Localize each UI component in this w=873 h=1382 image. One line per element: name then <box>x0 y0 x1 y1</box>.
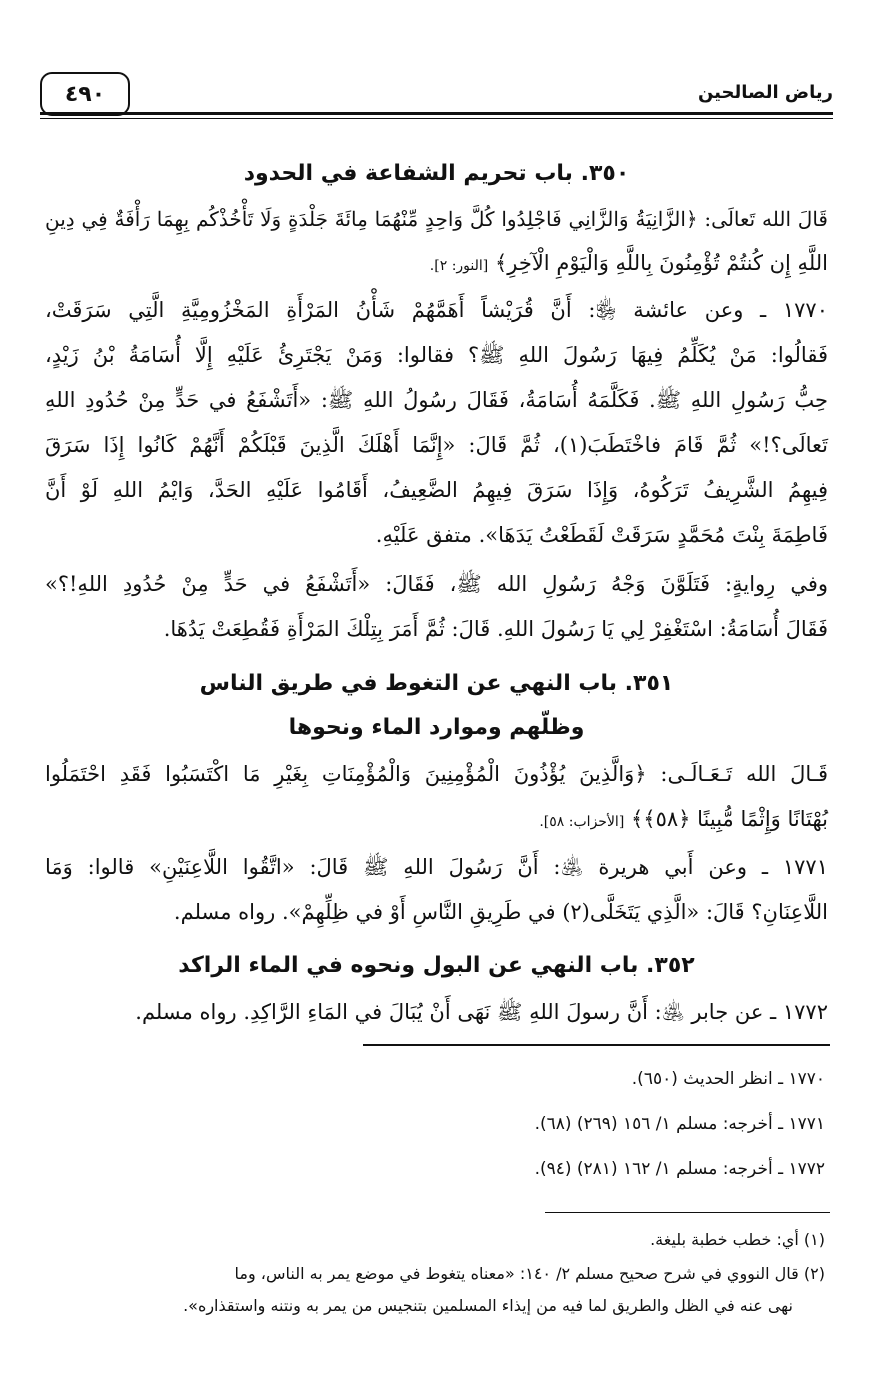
hadith-line: فِيهِمُ الشَّرِيفُ تَرَكُوهُ، وَإِذَا سَرَقَ فِيهِمُ الضَّعِيفُ، أَقَامُوا عَلَيْهِ الحَدَّ، وَايْمُ اللهِ لَوْ أَنَّ <box>45 478 828 502</box>
quran-reference: [النور: ٢]. <box>429 258 489 274</box>
hadith-line: ١٧٧١ ـ وعن أَبي هريرة ﵁: أَنَّ رَسُولَ اللهِ ﷺ قَالَ: «اتَّقُوا اللَّاعِنَيْنِ» قالوا: وَمَا <box>45 855 828 879</box>
riwaya-line: فَقَالَ أُسَامَةُ: اسْتَغْفِرْ لِي يَا رَسُولَ اللهِ. قَالَ: ثُمَّ أَمَرَ بِتِلْكَ المَرْأَةِ فَقُطِعَتْ يَدُهَا. <box>163 617 828 641</box>
footnote-separator <box>545 1212 830 1213</box>
takhrij-note: ١٧٧٢ ـ أخرجه: مسلم ١/ ١٦٢ (٢٨١) (٩٤). <box>534 1159 825 1179</box>
header-rule-thick <box>40 112 833 115</box>
footnote-continuation: نهى عنه في الظل والطريق لما فيه من إيذاء المسلمين بتنجيس من يمر به ونتنه واستقذاره». <box>183 1296 793 1315</box>
page-header <box>40 60 833 120</box>
header-rule-thin <box>40 118 833 119</box>
hadith-line: حِبُّ رَسُولِ اللهِ ﷺ. فَكَلَّمَهُ أُسَامَةُ، فَقَالَ رسُولُ اللهِ ﷺ: «أَتَشْفَعُ في حَدٍّ مِنْ حُدُودِ اللهِ <box>45 388 828 412</box>
hadith-line: اللَّاعِنَانِ؟ قَالَ: «الَّذِي يَتَخَلَّى(٢) في طَرِيقِ النَّاسِ أَوْ في ظِلِّهِمْ». رواه مسلم. <box>173 900 828 924</box>
chapter-heading-351: ٣٥١. باب النهي عن التغوط في طريق الناس <box>199 671 674 696</box>
hadith-line: ١٧٧٠ ـ وعن عائشة ﵂: أَنَّ قُرَيْشاً أَهَمَّهُمْ شَأْنُ المَرْأَةِ المَخْزُومِيَّةِ الَّتِي سَرَقَتْ، <box>45 298 828 322</box>
hadith-line: ١٧٧٢ ـ عن جابر ﵁: أَنَّ رسولَ اللهِ ﷺ نَهَى أَنْ يُبَالَ في المَاءِ الرَّاكِدِ. رواه مسلم. <box>135 1000 828 1024</box>
hadith-line: فَقالُوا: مَنْ يُكَلِّمُ فِيهَا رَسُولَ اللهِ ﷺ؟ فقالوا: وَمَنْ يَجْتَرِئُ عَلَيْهِ إِلَّا أُسَامَةُ بْنُ زَيْدٍ، <box>45 343 828 367</box>
book-title: رياض الصالحين <box>697 82 833 103</box>
quran-reference: [الأحزاب: ٥٨]. <box>539 814 625 830</box>
chapter-heading-350: ٣٥٠. باب تحريم الشفاعة في الحدود <box>243 161 630 186</box>
takhrij-note: ١٧٧٠ ـ انظر الحديث (٦٥٠). <box>631 1069 825 1089</box>
riwaya-line: وفي رِوايةٍ: فَتَلَوَّنَ وَجْهُ رَسُولِ الله ﷺ، فَقَالَ: «أَتَشْفَعُ في حَدٍّ مِنْ حُدُودِ اللهِ!؟» <box>45 572 828 596</box>
quran-verse-text: اللَّهِ إِن كُنتُمْ تُؤْمِنُونَ بِاللَّهِ وَالْيَوْمِ الْآخِرِ﴾ <box>494 251 828 275</box>
quran-verse-line: قَالَ الله تَعالَى: ﴿الزَّانِيَةُ وَالزَّانِي فَاجْلِدُوا كُلَّ وَاحِدٍ مِّنْهُمَا مِائَةَ جَلْدَةٍ وَلَا تَأْخُذْكُم بِهِمَا رَأْفَةٌ فِي دِينِ <box>45 207 828 231</box>
footnote: (٢) قال النووي في شرح صحيح مسلم ٢/ ١٤٠: «معناه يتغوط في موضع يمر به الناس، وما <box>234 1264 825 1283</box>
quran-verse-line: قَـالَ الله تَـعَـالَـى: ﴿وَالَّذِينَ يُؤْذُونَ الْمُؤْمِنِينَ وَالْمُؤْمِنَاتِ بِغَيْرِ مَا اكْتَسَبُوا فَقَدِ احْتَمَلُوا <box>45 762 828 786</box>
chapter-heading-352: ٣٥٢. باب النهي عن البول ونحوه في الماء الراكد <box>178 953 695 978</box>
quran-verse-line <box>539 805 828 836</box>
hadith-line: فَاطِمَةَ بِنْتَ مُحَمَّدٍ سَرَقَتْ لَقَطَعْتُ يَدَهَا». متفق عَلَيْهِ. <box>375 523 828 547</box>
page-number: ٤٩٠ <box>40 72 130 116</box>
hadith-line: تَعالَى؟!» ثُمَّ قَامَ فاخْتَطَبَ(١)، ثُمَّ قَالَ: «إِنَّمَا أَهْلَكَ الَّذِينَ قَبْلَكُمْ أَنَّهُمْ كَانُوا إِذَا سَرَقَ <box>45 433 829 457</box>
footnote: (١) أي: خطب خطبة بليغة. <box>650 1230 825 1249</box>
quran-verse-line <box>188 249 828 280</box>
quran-verse-text: بُهْتَانًا وَإِثْمًا مُّبِينًا ﴿٥٨﴾﴾ <box>630 807 828 831</box>
takhrij-note: ١٧٧١ ـ أخرجه: مسلم ١/ ١٥٦ (٢٦٩) (٦٨). <box>534 1114 825 1134</box>
chapter-heading-351-cont: وظلّهم وموارد الماء ونحوها <box>288 715 585 740</box>
takhrij-separator <box>363 1044 830 1046</box>
